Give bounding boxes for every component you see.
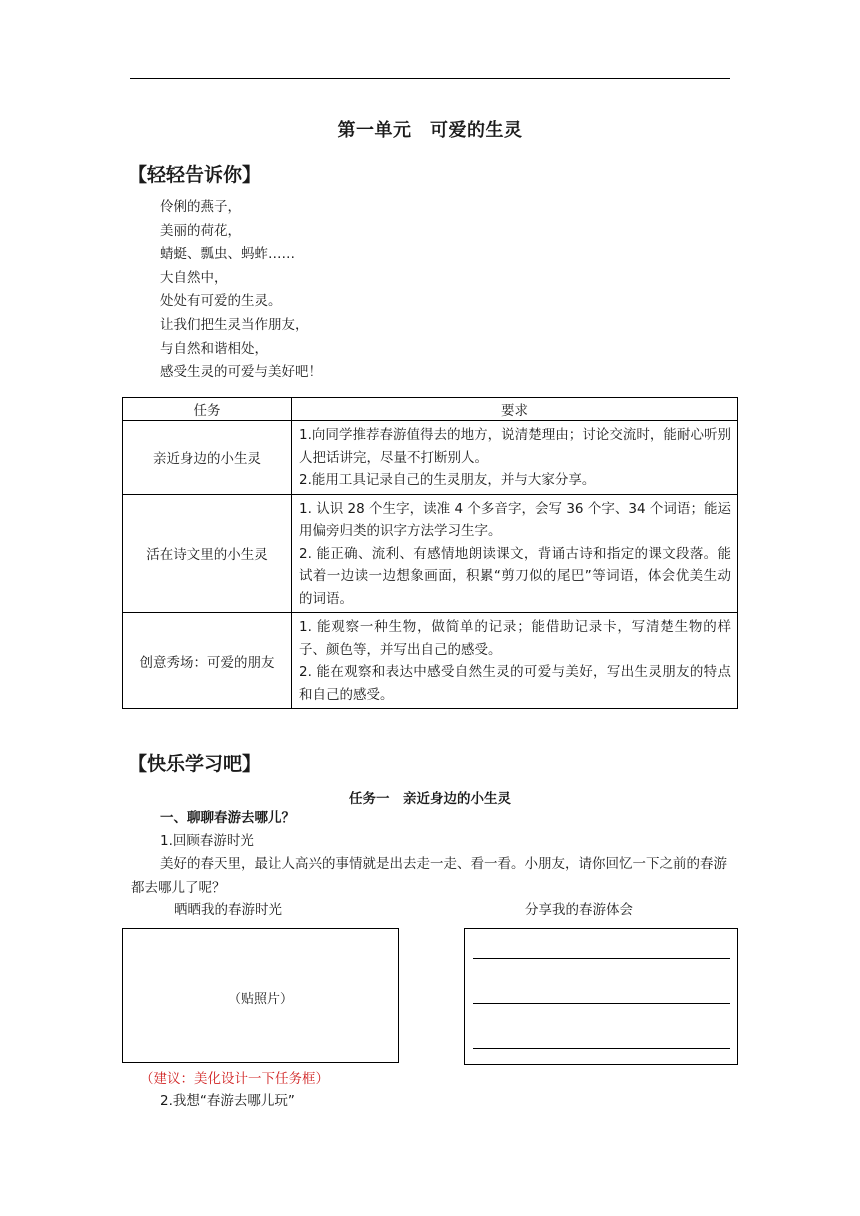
task-name-cell: 亲近身边的小生灵 [123, 421, 292, 495]
requirements-cell [292, 613, 738, 709]
header-rule [130, 78, 730, 79]
table-header-requirements: 要求 [292, 398, 738, 421]
table-header-row [123, 398, 738, 421]
poem-line: 伶俐的燕子， [160, 199, 241, 215]
poem-line: 处处有可爱的生灵。 [160, 293, 282, 310]
table-row [123, 421, 738, 495]
photo-box[interactable] [122, 928, 399, 1063]
writing-line[interactable] [473, 1048, 730, 1049]
intro-heading: 【轻轻告诉你】 [128, 164, 262, 186]
requirement-item: 2. 能在观察和表达中感受自然生灵的可爱与美好，写出生灵朋友的特点和自己的感受。 [299, 664, 731, 703]
table-row [123, 494, 738, 613]
requirement-item: 2. 能正确、流利、有感情地朗读课文，背诵古诗和指定的课文段落。能试着一边读一边想象画面，积累“剪刀似的尾巴”等词语，体会优美生动的词语。 [299, 545, 731, 607]
step-one-paragraph: 美好的春天里，最让人高兴的事情就是出去走一走、看一看。小朋友，请你回忆一下之前的春游都去哪儿了呢？ [131, 856, 727, 896]
poem-line: 蜻蜓、瓢虫、蚂蚱…… [160, 246, 295, 263]
poem-line: 与自然和谐相处， [160, 340, 268, 357]
step-two-label: 2.我想“春游去哪儿玩” [160, 1093, 295, 1109]
task-name-cell: 创意秀场：可爱的朋友 [123, 613, 292, 709]
writing-line[interactable] [473, 1003, 730, 1004]
learn-heading: 【快乐学习吧】 [128, 753, 262, 775]
requirements-cell [292, 494, 738, 613]
suggestion-note: （建议：美化设计一下任务框） [140, 1071, 329, 1087]
share-writing-box[interactable] [464, 928, 738, 1065]
requirement-item: 1.向同学推荐春游值得去的地方，说清楚理由；讨论交流时，能耐心听别人把话讲完，尽量不打断别人。 [299, 427, 731, 466]
intro-poem [160, 196, 322, 385]
photo-caption: 晒晒我的春游时光 [174, 902, 282, 918]
section-one-heading: 一、聊聊春游去哪儿？ [160, 810, 295, 826]
task-one-title: 任务一 亲近身边的小生灵 [349, 791, 511, 807]
table-header-task: 任务 [123, 398, 292, 421]
writing-line[interactable] [473, 958, 730, 959]
requirements-cell [292, 421, 738, 495]
table-row [123, 613, 738, 709]
poem-line: 美丽的荷花， [160, 222, 241, 239]
task-name-cell: 活在诗文里的小生灵 [123, 494, 292, 613]
poem-line: 大自然中， [160, 269, 228, 286]
task-requirements-table [122, 397, 738, 709]
poem-line: 感受生灵的可爱与美好吧！ [160, 364, 322, 381]
photo-placeholder: （贴照片） [227, 992, 293, 1007]
step-one-label: 1.回顾春游时光 [160, 833, 254, 849]
poem-line: 让我们把生灵当作朋友， [160, 316, 309, 333]
requirement-item: 1. 能观察一种生物，做简单的记录；能借助记录卡，写清楚生物的样子、颜色等，并写出自己的感受。 [299, 619, 731, 658]
requirement-item: 2.能用工具记录自己的生灵朋友，并与大家分享。 [299, 472, 596, 488]
requirement-item: 1. 认识 28 个生字，读准 4 个多音字，会写 36 个字、34 个词语；能运用偏旁归类的识字方法学习生字。 [299, 500, 731, 539]
share-caption: 分享我的春游体会 [525, 902, 633, 918]
unit-title: 第一单元 可爱的生灵 [337, 120, 523, 141]
